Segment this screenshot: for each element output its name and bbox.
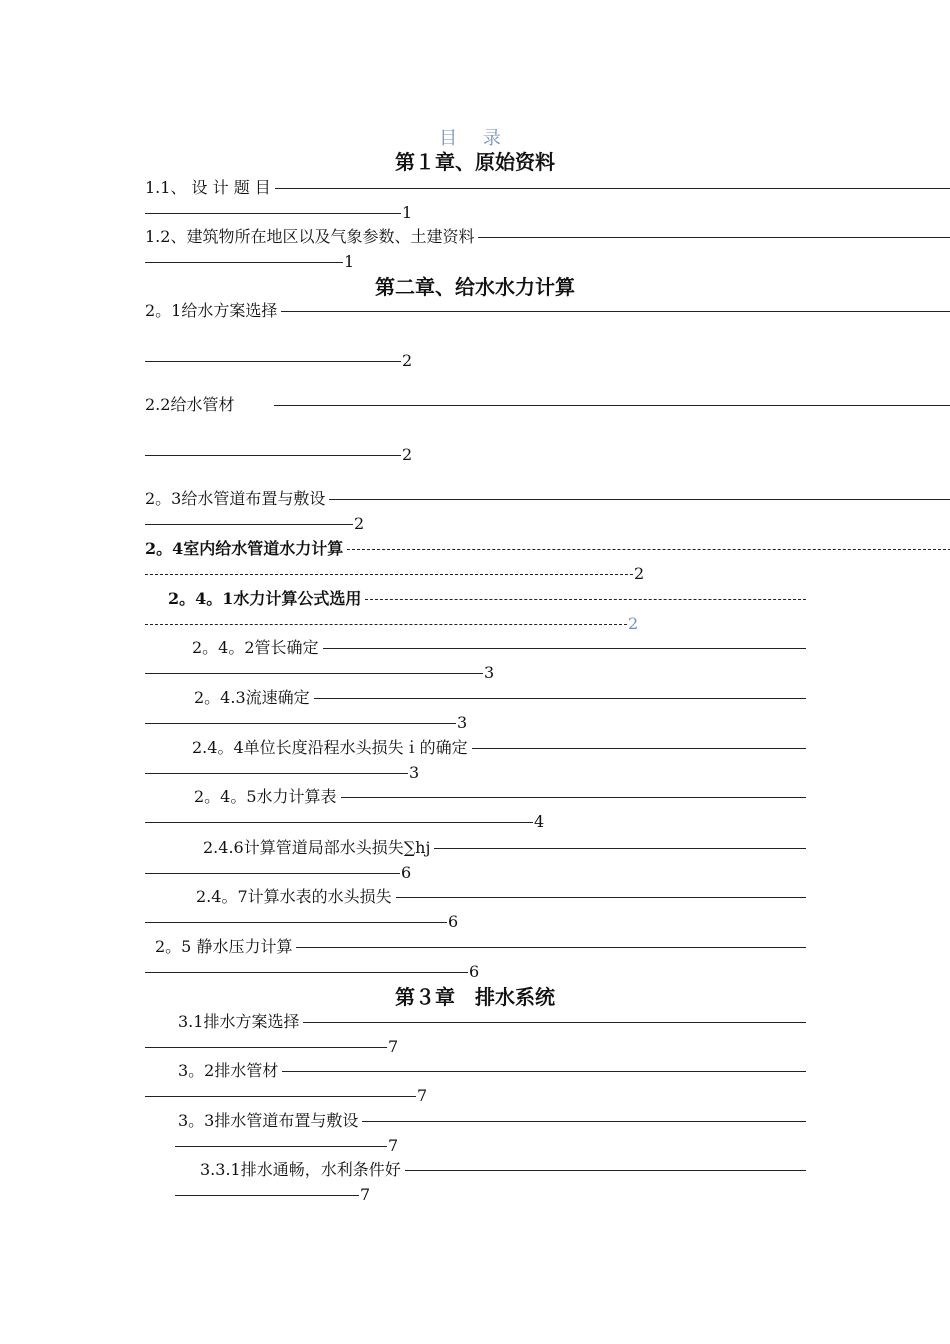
- toc-entry-page: 2: [402, 351, 413, 370]
- leader-line: [296, 947, 806, 948]
- leader-line: [145, 673, 483, 674]
- toc-entry-label: 1.2、建筑物所在地区以及气象参数、土建资料: [145, 227, 475, 246]
- leader-line: [478, 237, 950, 238]
- chapter-heading: 第二章、给水水力计算: [375, 275, 575, 299]
- toc-entry-label: 2.4。7计算水表的水头损失: [196, 887, 392, 906]
- toc-entry-label: 2.4.6计算管道局部水头损失∑hj: [203, 838, 431, 857]
- leader-line: [314, 698, 806, 699]
- toc-entry-label: 3。3排水管道布置与敷设: [178, 1111, 359, 1130]
- leader-line: [362, 1121, 806, 1122]
- toc-entry[interactable]: [145, 226, 950, 286]
- leader-line: [175, 1195, 359, 1196]
- toc-entry[interactable]: [200, 1159, 806, 1219]
- toc-entry-page: 2: [402, 445, 413, 464]
- leader-line: [405, 1170, 806, 1171]
- toc-entry-page: 7: [388, 1136, 399, 1155]
- leader-line: [347, 549, 950, 550]
- leader-line: [145, 922, 447, 923]
- toc-entry-label: 2。4。5水力计算表: [194, 787, 337, 806]
- leader-line: [145, 1096, 416, 1097]
- toc-entry-label: 2。4。1水力计算公式选用: [168, 589, 362, 608]
- leader-line: [281, 311, 950, 312]
- toc-entry-page: 7: [388, 1037, 399, 1056]
- toc-entry-page: 6: [469, 962, 480, 981]
- leader-line: [472, 748, 806, 749]
- leader-line: [274, 405, 950, 406]
- toc-entry-label: 2。1给水方案选择: [145, 301, 278, 320]
- toc-entry-page: 1: [402, 203, 413, 222]
- leader-line: [365, 599, 806, 600]
- leader-line: [303, 1022, 806, 1023]
- toc-entry-page: 2: [634, 564, 645, 583]
- leader-line: [145, 972, 468, 973]
- toc-entry-label: 3.3.1排水通畅，水利条件好: [200, 1160, 401, 1179]
- leader-line: [396, 897, 806, 898]
- toc-entry-page: 6: [448, 912, 459, 931]
- leader-line: [329, 499, 950, 500]
- toc-entry-label: 2。3给水管道布置与敷设: [145, 489, 326, 508]
- toc-entry-page: 7: [360, 1185, 371, 1204]
- leader-line: [323, 648, 806, 649]
- leader-line: [275, 188, 950, 189]
- leader-line: [341, 797, 806, 798]
- leader-line: [145, 361, 401, 362]
- toc-entry-page: 3: [457, 713, 468, 732]
- leader-line: [145, 822, 533, 823]
- chapter-heading: 第１章、原始资料: [395, 150, 555, 174]
- leader-line: [145, 873, 400, 874]
- chapter-heading: 第３章 排水系统: [395, 985, 555, 1009]
- toc-entry-page: 4: [534, 812, 545, 831]
- leader-line: [145, 723, 456, 724]
- leader-line: [434, 848, 806, 849]
- toc-entry-label: 2。4室内给水管道水力计算: [145, 539, 344, 558]
- toc-entry-label: 3.1排水方案选择: [178, 1012, 300, 1031]
- toc-entry-label: 2。5 静水压力计算: [155, 937, 293, 956]
- toc-entry[interactable]: [145, 300, 950, 370]
- toc-entry-label: 3。2排水管材: [178, 1061, 279, 1080]
- toc-entry-page: 2: [628, 614, 639, 633]
- toc-entry[interactable]: [155, 936, 806, 996]
- toc-entry-label: 1.1、 设 计 题 目: [145, 178, 271, 197]
- toc-entry-label: 2。4.3流速确定: [194, 688, 310, 707]
- leader-line: [145, 574, 633, 575]
- toc-entry-page: 2: [354, 514, 365, 533]
- toc-title: 目 录: [439, 128, 511, 149]
- toc-entry-page: 6: [401, 863, 412, 882]
- toc-entry-page: 3: [409, 763, 420, 782]
- toc-entry-page: 3: [484, 663, 495, 682]
- leader-line: [145, 213, 401, 214]
- toc-entry-label: 2.4。4单位长度沿程水头损失ｉ的确定: [192, 738, 468, 757]
- leader-line: [175, 1146, 387, 1147]
- toc-entry-label: 2.2给水管材: [145, 395, 235, 414]
- leader-line: [145, 524, 353, 525]
- leader-line: [282, 1071, 806, 1072]
- leader-line: [145, 455, 401, 456]
- leader-line: [145, 1047, 387, 1048]
- toc-entry-label: 2。4。2管长确定: [192, 638, 319, 657]
- leader-line: [145, 773, 408, 774]
- toc-entry[interactable]: [145, 394, 950, 464]
- leader-line: [145, 624, 627, 625]
- toc-entry-page: 1: [344, 252, 355, 271]
- toc-entry-page: 7: [417, 1086, 428, 1105]
- leader-line: [145, 262, 343, 263]
